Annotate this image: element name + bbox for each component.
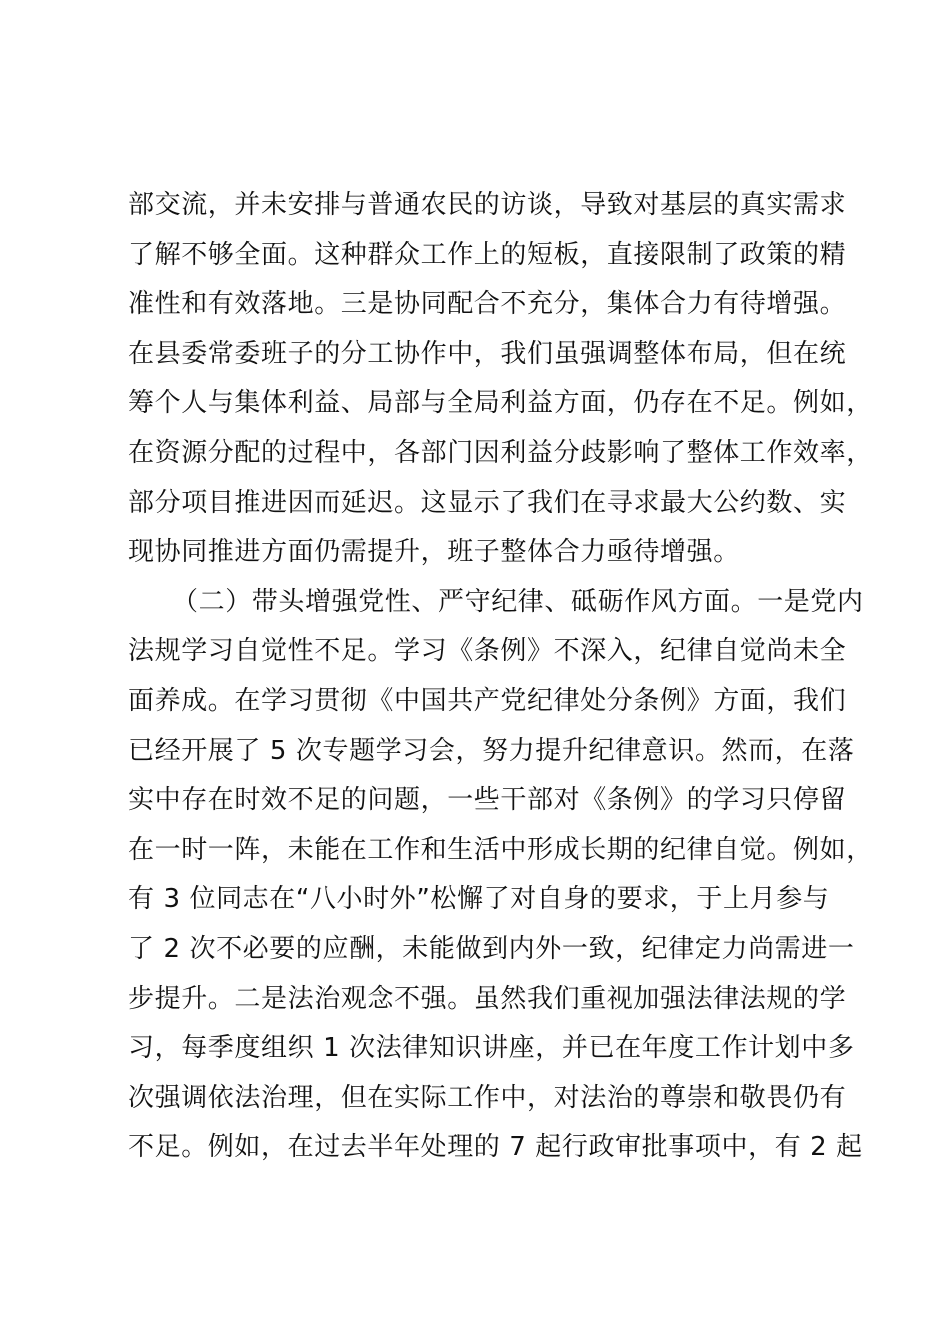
text-line: 步提升。二是法治观念不强。虽然我们重视加强法律法规的学	[128, 983, 847, 1014]
text-line: 面养成。在学习贯彻《中国共产党纪律处分条例》方面，我们	[128, 685, 847, 716]
text-line: 部分项目推进因而延迟。这显示了我们在寻求最大公约数、实	[128, 487, 847, 518]
text-line: 实中存在时效不足的问题，一些干部对《条例》的学习只停留	[128, 785, 847, 816]
text-line: 有 3 位同志在“八小时外”松懈了对自身的要求，于上月参与	[128, 884, 830, 915]
text-line: 筹个人与集体利益、局部与全局利益方面，仍存在不足。例如，	[128, 388, 873, 419]
text-line: 不足。例如，在过去半年处理的 7 起行政审批事项中，有 2 起	[128, 1132, 863, 1163]
text-line: 现协同推进方面仍需提升，班子整体合力亟待增强。	[128, 537, 740, 568]
text-line: 部交流，并未安排与普通农民的访谈，导致对基层的真实需求	[128, 190, 847, 220]
section-heading-line: （二）带头增强党性、严守纪律、砥砺作风方面。一是党内	[172, 586, 864, 617]
text-line: 了 2 次不必要的应酬，未能做到内外一致，纪律定力尚需进一	[128, 933, 855, 964]
text-line: 在资源分配的过程中，各部门因利益分歧影响了整体工作效率，	[128, 437, 873, 468]
text-line: 已经开展了 5 次专题学习会，努力提升纪律意识。然而，在落	[128, 735, 855, 766]
text-line: 准性和有效落地。三是协同配合不充分，集体合力有待增强。	[128, 289, 847, 320]
text-line: 次强调依法治理，但在实际工作中，对法治的尊崇和敬畏仍有	[128, 1082, 847, 1113]
text-line: 法规学习自觉性不足。学习《条例》不深入，纪律自觉尚未全	[128, 636, 847, 667]
body-text	[128, 181, 873, 1173]
text-line: 在县委常委班子的分工协作中，我们虽强调整体布局，但在统	[128, 338, 847, 369]
text-line: 习，每季度组织 1 次法律知识讲座，并已在年度工作计划中多	[128, 1033, 855, 1064]
text-line: 在一时一阵，未能在工作和生活中形成长期的纪律自觉。例如，	[128, 834, 873, 865]
text-line: 了解不够全面。这种群众工作上的短板，直接限制了政策的精	[128, 239, 847, 270]
